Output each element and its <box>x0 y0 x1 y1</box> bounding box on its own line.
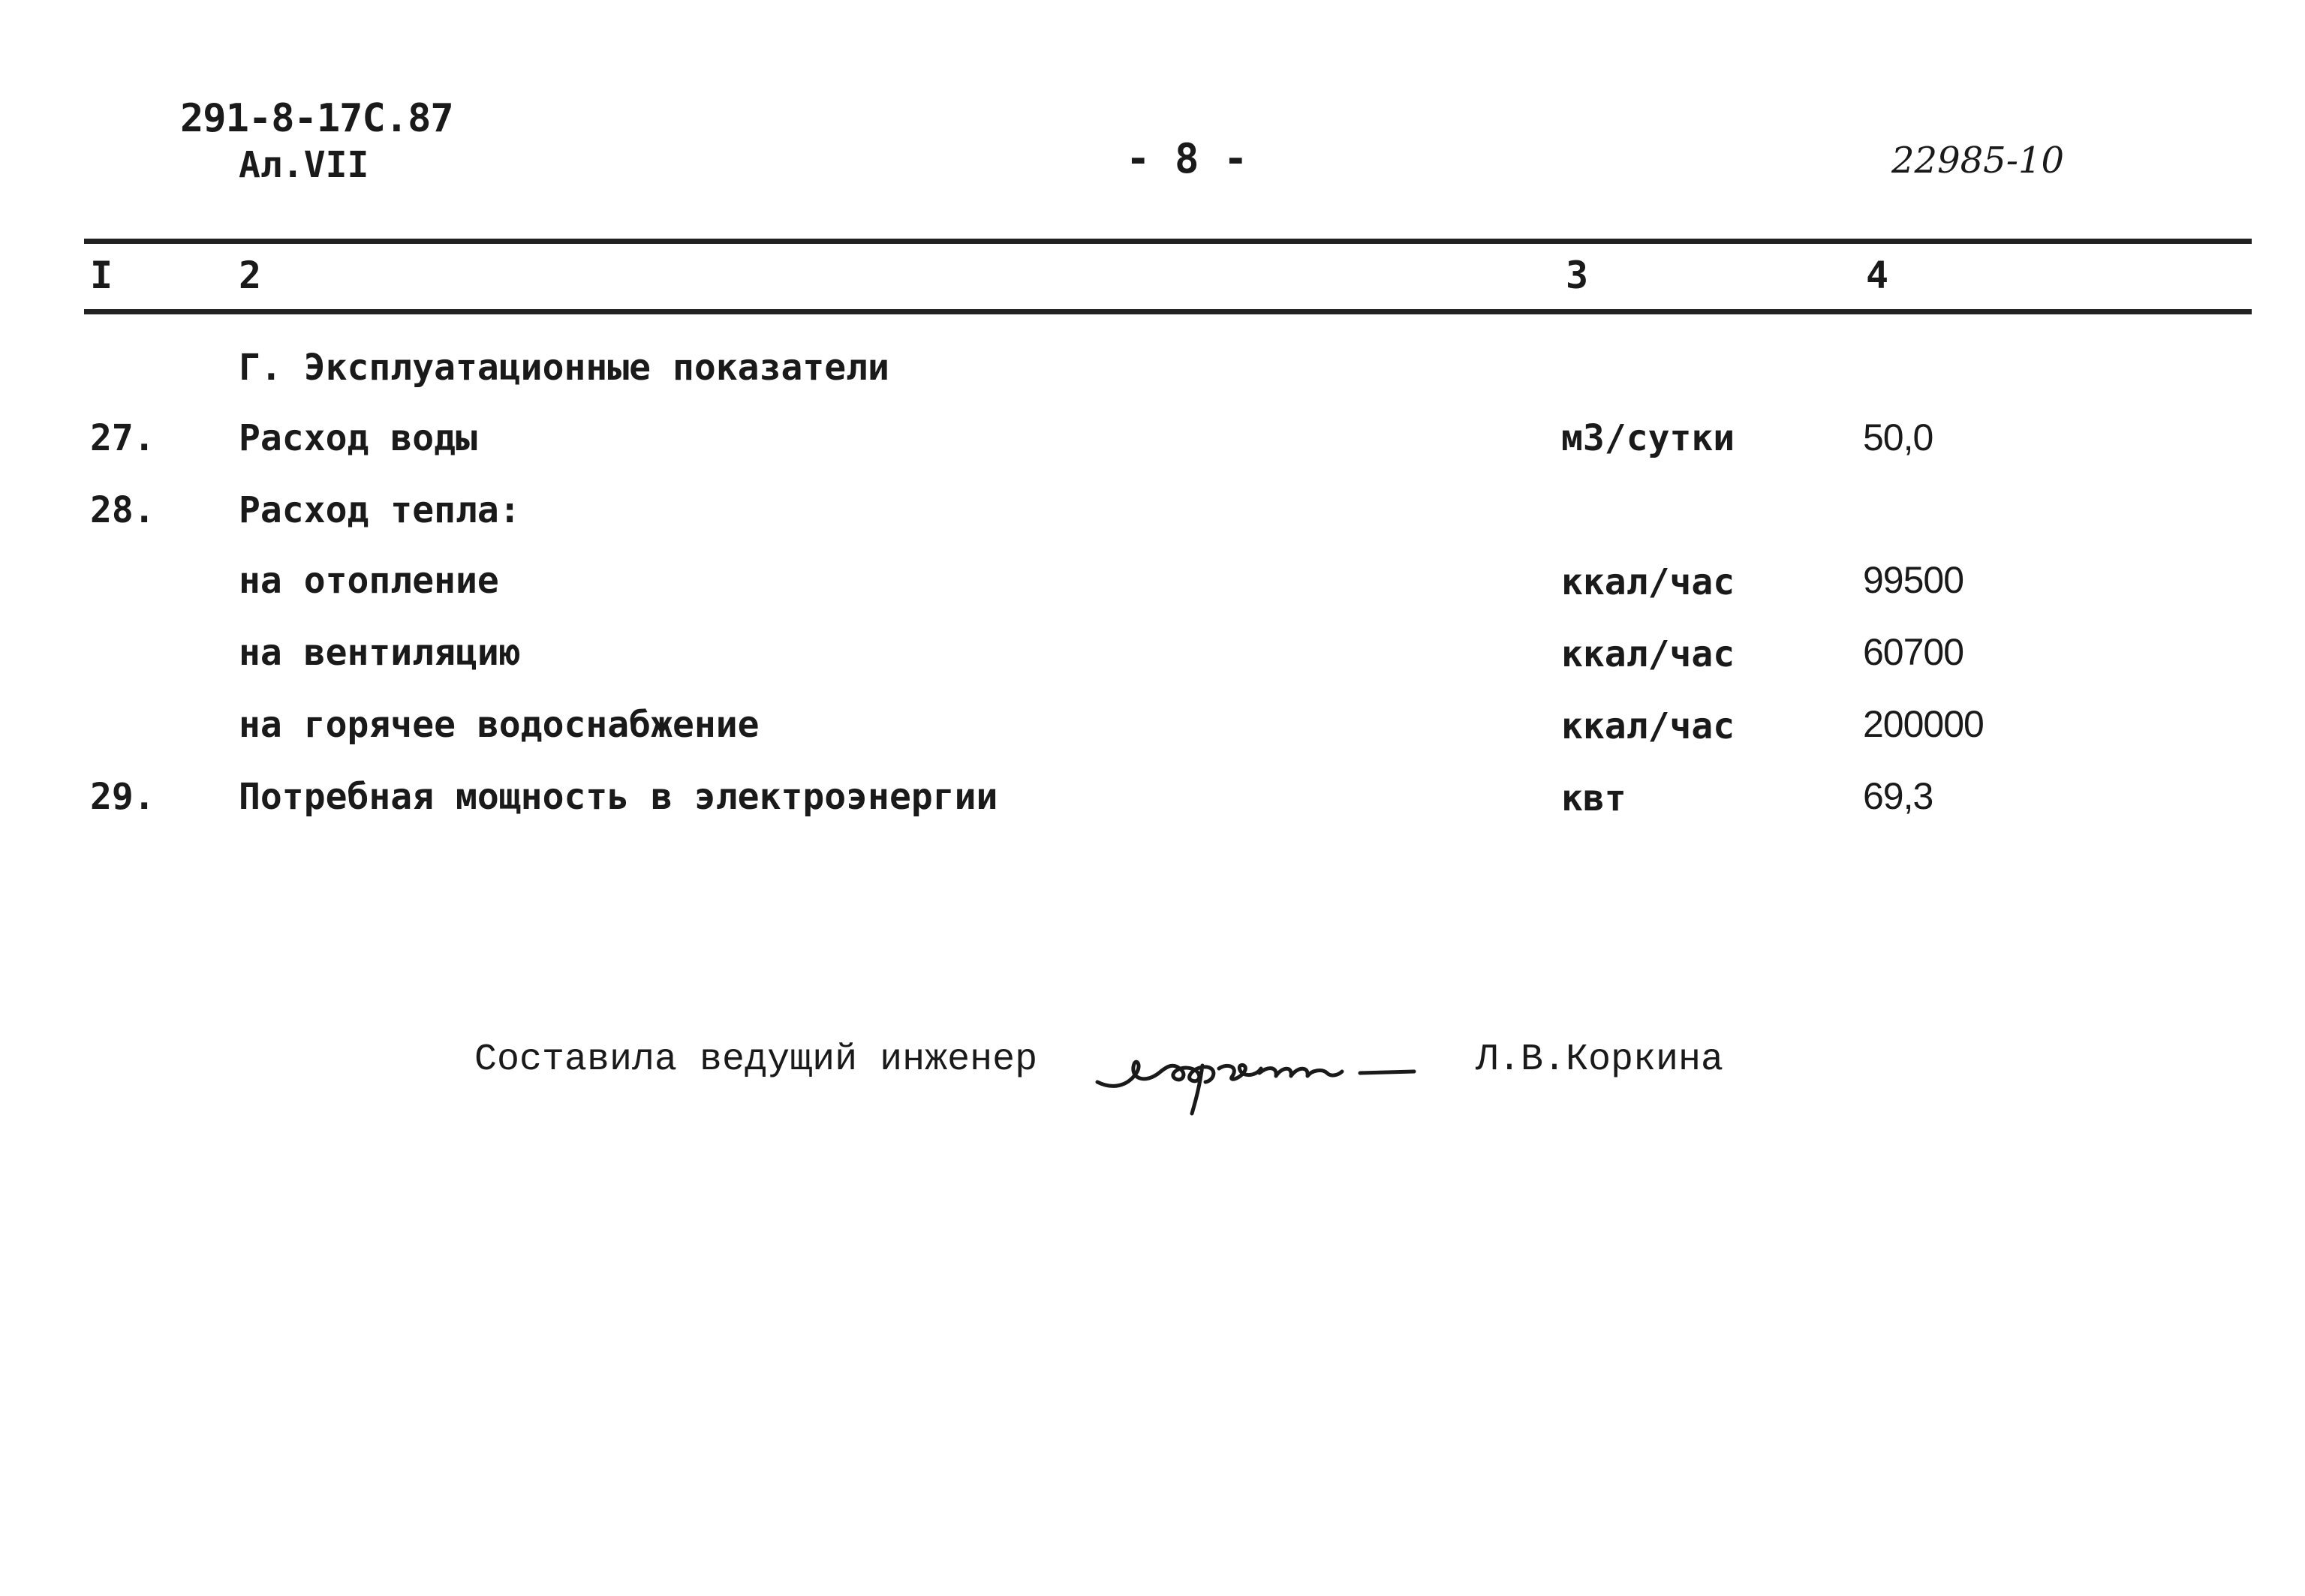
section-title: Г. Эксплуатационные показатели <box>239 347 889 389</box>
row-name: Расход воды <box>239 417 477 459</box>
row-unit: ккал/час <box>1561 705 1735 747</box>
row-name: на вентиляцию <box>239 632 521 674</box>
row-number: 28. <box>90 489 155 531</box>
album-number: Ал.VII <box>239 144 369 186</box>
row-value: 60700 <box>1863 631 1964 673</box>
row-value: 69,3 <box>1863 775 1933 817</box>
row-unit: ккал/час <box>1561 561 1735 603</box>
row-value: 99500 <box>1863 559 1964 601</box>
row-unit: ккал/час <box>1561 633 1735 675</box>
compiled-by-label: Составила ведущий инженер <box>474 1038 1038 1081</box>
column-header-4: 4 <box>1866 254 1889 297</box>
row-value: 200000 <box>1863 703 1984 745</box>
column-header-3: 3 <box>1566 254 1589 297</box>
column-header-2: 2 <box>239 254 262 297</box>
page-number: - 8 - <box>1126 135 1248 182</box>
row-name: на отопление <box>239 560 499 602</box>
row-value: 50,0 <box>1863 416 1933 458</box>
row-number: 29. <box>90 776 155 818</box>
row-name: Потребная мощность в электроэнергии <box>239 776 998 818</box>
row-name: Расход тепла: <box>239 489 521 531</box>
handwritten-signature <box>1090 1020 1450 1118</box>
row-number: 27. <box>90 417 155 459</box>
row-unit: м3/сутки <box>1561 417 1735 459</box>
document-code: 291-8-17С.87 <box>180 96 453 141</box>
signer-name: Л.В.Коркина <box>1476 1038 1724 1081</box>
row-name: на горячее водоснабжение <box>239 704 760 746</box>
table-top-rule <box>84 239 2252 244</box>
inventory-number: 22985-10 <box>1891 140 2064 182</box>
row-unit: квт <box>1561 777 1626 819</box>
column-header-1: I <box>90 254 113 297</box>
table-header-rule <box>84 309 2252 314</box>
